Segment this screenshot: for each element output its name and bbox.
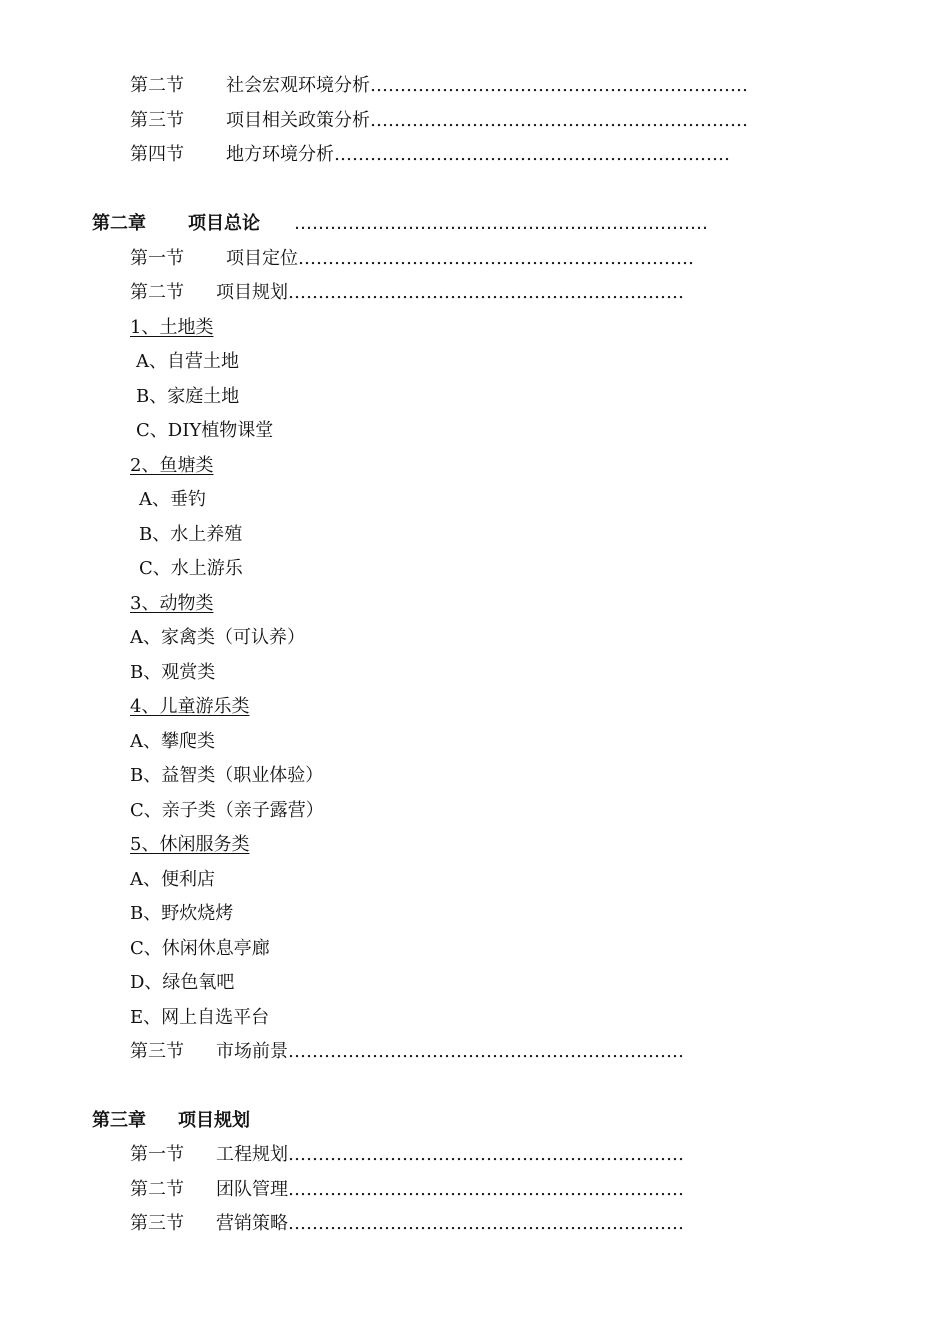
- section-label: 第二节: [130, 75, 184, 96]
- dot-leader: …………………………………………………………: [334, 144, 730, 165]
- section-label: 第四节: [130, 144, 184, 165]
- chapter-title: 项目总论: [188, 213, 260, 234]
- list-item: A、垂钓: [139, 489, 206, 510]
- list-item: B、家庭土地: [136, 386, 240, 407]
- section-title: 团队管理: [216, 1179, 288, 1200]
- section-title: 项目定位: [226, 248, 298, 269]
- chapter-label: 第三章: [92, 1110, 146, 1131]
- list-item: B、益智类（职业体验）: [130, 765, 324, 786]
- dot-leader: …………………………………………………………: [288, 282, 684, 303]
- toc-entry[interactable]: [130, 143, 730, 167]
- chapter-title: 项目规划: [178, 1110, 250, 1131]
- toc-entry[interactable]: [130, 1212, 684, 1236]
- group-heading[interactable]: 1、土地类: [130, 317, 214, 338]
- section-title: 项目相关政策分析: [226, 110, 370, 131]
- toc-entry[interactable]: [130, 1178, 684, 1202]
- group-heading[interactable]: 3、动物类: [130, 593, 214, 614]
- group-heading[interactable]: 4、儿童游乐类: [130, 696, 250, 717]
- dot-leader: ………………………………………………………: [370, 75, 748, 96]
- list-item: C、亲子类（亲子露营）: [130, 800, 324, 821]
- list-item: A、家禽类（可认养）: [130, 627, 305, 648]
- chapter-heading[interactable]: [92, 212, 708, 236]
- dot-leader: ………………………………………………………: [370, 110, 748, 131]
- list-item: A、便利店: [130, 869, 215, 890]
- list-item: E、网上自选平台: [130, 1007, 270, 1028]
- section-label: 第三节: [130, 1213, 184, 1234]
- section-title: 市场前景: [216, 1041, 288, 1062]
- dot-leader: …………………………………………………………: [288, 1213, 684, 1234]
- list-item: D、绿色氧吧: [130, 972, 235, 993]
- toc-entry[interactable]: [130, 1143, 684, 1167]
- dot-leader: …………………………………………………………: [298, 248, 694, 269]
- section-label: 第二节: [130, 1179, 184, 1200]
- toc-entry[interactable]: [130, 109, 748, 133]
- section-title: 营销策略: [216, 1213, 288, 1234]
- list-item: B、野炊烧烤: [130, 903, 234, 924]
- section-label: 第三节: [130, 110, 184, 131]
- toc-entry[interactable]: [130, 1040, 684, 1064]
- section-label: 第三节: [130, 1041, 184, 1062]
- section-title: 地方环境分析: [226, 144, 334, 165]
- dot-leader: …………………………………………………………: [288, 1041, 684, 1062]
- toc-entry[interactable]: [130, 247, 694, 271]
- dot-leader: ……………………………………………………………: [294, 213, 708, 234]
- section-label: 第一节: [130, 248, 184, 269]
- list-item: C、休闲休息亭廊: [130, 938, 270, 959]
- section-title: 项目规划: [216, 282, 288, 303]
- chapter-label: 第二章: [92, 213, 146, 234]
- toc-entry[interactable]: [130, 74, 748, 98]
- list-item: C、水上游乐: [139, 558, 243, 579]
- section-label: 第一节: [130, 1144, 184, 1165]
- list-item: A、攀爬类: [130, 731, 215, 752]
- chapter-heading[interactable]: [92, 1109, 250, 1133]
- section-title: 社会宏观环境分析: [226, 75, 370, 96]
- list-item: A、自营土地: [136, 351, 239, 372]
- section-title: 工程规划: [216, 1144, 288, 1165]
- dot-leader: …………………………………………………………: [288, 1144, 684, 1165]
- list-item: B、观赏类: [130, 662, 216, 683]
- group-heading[interactable]: 2、鱼塘类: [130, 455, 214, 476]
- list-item: B、水上养殖: [139, 524, 243, 545]
- list-item: C、DIY植物课堂: [136, 420, 274, 441]
- group-heading[interactable]: 5、休闲服务类: [130, 834, 250, 855]
- section-label: 第二节: [130, 282, 184, 303]
- dot-leader: …………………………………………………………: [288, 1179, 684, 1200]
- toc-entry[interactable]: [130, 281, 684, 305]
